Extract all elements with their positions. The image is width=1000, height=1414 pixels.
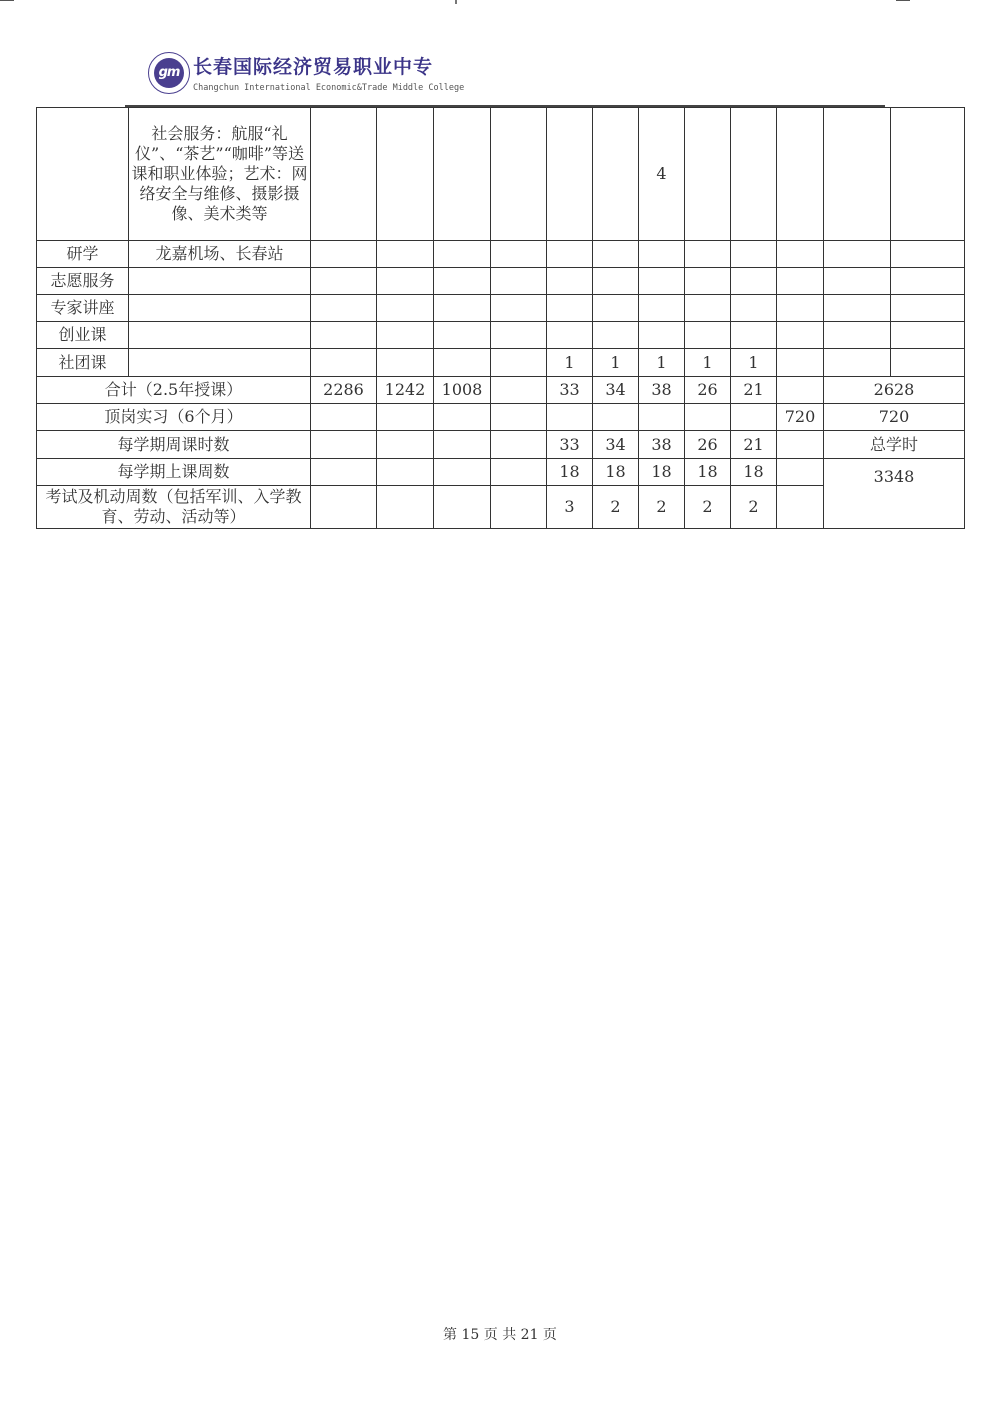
school-header: [145, 50, 545, 98]
table-row-startup: [37, 322, 965, 349]
table-cell: [777, 295, 824, 322]
club-semester-3: 1: [639, 349, 685, 377]
table-cell: [129, 295, 311, 322]
table-cell: [685, 241, 731, 268]
table-cell: [434, 404, 491, 431]
table-row-study: [37, 241, 965, 268]
weeks-semester-3: 18: [639, 459, 685, 486]
table-cell: [685, 322, 731, 349]
table-cell: [491, 349, 547, 377]
total-final: 2628: [824, 377, 965, 404]
table-cell: [547, 322, 593, 349]
table-cell: [777, 377, 824, 404]
exam-semester-3: 2: [639, 486, 685, 529]
school-name-cn: 长春国际经济贸易职业中专: [193, 56, 434, 78]
weeks-semester-2: 18: [593, 459, 639, 486]
table-cell: [593, 404, 639, 431]
table-cell: [491, 404, 547, 431]
table-cell: [547, 404, 593, 431]
table-cell: [777, 241, 824, 268]
table-cell: [593, 268, 639, 295]
table-cell: [377, 108, 434, 241]
table-row-social-service: [37, 108, 965, 241]
table-cell: [434, 349, 491, 377]
table-cell: [731, 108, 777, 241]
table-row-volunteer: [37, 268, 965, 295]
table-cell: [593, 108, 639, 241]
table-cell: [377, 404, 434, 431]
table-cell: [311, 295, 377, 322]
weeks-semester-1: 18: [547, 459, 593, 486]
theory-hours: 1242: [377, 377, 434, 404]
table-cell: [824, 349, 891, 377]
table-cell: [434, 241, 491, 268]
club-semester-1: 1: [547, 349, 593, 377]
table-cell: [491, 322, 547, 349]
table-cell: [37, 108, 129, 241]
table-cell: [731, 268, 777, 295]
weekly-hours-semester-2: 34: [593, 431, 639, 459]
table-cell: [377, 349, 434, 377]
table-cell: [593, 295, 639, 322]
table-cell: [639, 241, 685, 268]
table-cell: [547, 268, 593, 295]
total-hours-label: 总学时: [824, 431, 965, 459]
school-logo-mark: gm: [154, 58, 184, 88]
school-logo-icon: [148, 52, 190, 94]
table-cell: [593, 241, 639, 268]
table-cell: [434, 322, 491, 349]
table-cell: [891, 241, 965, 268]
internship-final: 720: [824, 404, 965, 431]
social-service-description: 社会服务：航服“礼仪”、“茶艺”“咖啡”等送课和职业体验；艺术：网络安全与维修、摄影摄像、美术类等: [129, 108, 311, 241]
weekly-hours-semester-1: 33: [547, 431, 593, 459]
exam-semester-4: 2: [685, 486, 731, 529]
table-cell: [377, 268, 434, 295]
club-semester-4: 1: [685, 349, 731, 377]
table-cell: [434, 459, 491, 486]
table-row-total: [37, 377, 965, 404]
table-cell: [777, 108, 824, 241]
table-cell: [891, 295, 965, 322]
weekly-hours-semester-4: 26: [685, 431, 731, 459]
table-cell: [377, 486, 434, 529]
table-cell: [824, 322, 891, 349]
social-service-semester-3: 4: [639, 108, 685, 241]
table-row-internship: [37, 404, 965, 431]
study-description: 龙嘉机场、长春站: [129, 241, 311, 268]
weekly-hours-semester-5: 21: [731, 431, 777, 459]
table-cell: [311, 404, 377, 431]
table-cell: [129, 322, 311, 349]
table-row-weekly-hours: [37, 431, 965, 459]
total-hours: 2286: [311, 377, 377, 404]
exam-semester-1: 3: [547, 486, 593, 529]
table-cell: [685, 108, 731, 241]
table-cell: [311, 459, 377, 486]
table-cell: [434, 108, 491, 241]
school-name-en: Changchun International Economic&Trade Middle College: [193, 83, 465, 93]
total-semester-4: 26: [685, 377, 731, 404]
table-cell: [777, 349, 824, 377]
table-cell: [891, 268, 965, 295]
practice-hours: 1008: [434, 377, 491, 404]
table-cell: [824, 295, 891, 322]
table-row-lecture: [37, 295, 965, 322]
table-cell: [824, 108, 891, 241]
page-corner-mark-center: [455, 0, 457, 4]
table-cell: [639, 322, 685, 349]
table-cell: [311, 349, 377, 377]
table-cell: [491, 431, 547, 459]
row-label-lecture: 专家讲座: [37, 295, 129, 322]
table-cell: [731, 322, 777, 349]
table-cell: [491, 268, 547, 295]
row-label-study: 研学: [37, 241, 129, 268]
table-cell: [685, 295, 731, 322]
table-cell: [311, 322, 377, 349]
internship-semester-6: 720: [777, 404, 824, 431]
table-cell: [777, 322, 824, 349]
table-cell: [547, 241, 593, 268]
row-label-teaching-weeks: 每学期上课周数: [37, 459, 311, 486]
table-cell: [891, 322, 965, 349]
table-cell: [311, 241, 377, 268]
row-label-exam-weeks: 考试及机动周数（包括军训、入学教育、劳动、活动等）: [37, 486, 311, 529]
table-cell: [311, 431, 377, 459]
table-cell: [377, 322, 434, 349]
table-cell: [685, 268, 731, 295]
table-cell: [434, 295, 491, 322]
table-cell: [639, 404, 685, 431]
table-cell: [731, 404, 777, 431]
table-cell: [377, 295, 434, 322]
table-cell: [824, 241, 891, 268]
table-cell: [434, 431, 491, 459]
page-corner-mark-left: [0, 0, 14, 1]
total-semester-5: 21: [731, 377, 777, 404]
club-semester-2: 1: [593, 349, 639, 377]
table-cell: [311, 486, 377, 529]
table-row-teaching-weeks: [37, 459, 965, 486]
table-cell: [377, 459, 434, 486]
total-semester-1: 33: [547, 377, 593, 404]
table-row-club: [37, 349, 965, 377]
table-cell: [547, 295, 593, 322]
table-cell: [685, 404, 731, 431]
row-label-club: 社团课: [37, 349, 129, 377]
table-cell: [129, 349, 311, 377]
weeks-semester-5: 18: [731, 459, 777, 486]
table-cell: [129, 268, 311, 295]
exam-semester-5: 2: [731, 486, 777, 529]
table-cell: [547, 108, 593, 241]
row-label-weekly-hours: 每学期周课时数: [37, 431, 311, 459]
table-cell: [593, 322, 639, 349]
table-cell: [377, 241, 434, 268]
table-cell: [311, 268, 377, 295]
table-cell: [491, 377, 547, 404]
table-cell: [777, 459, 824, 486]
total-semester-3: 38: [639, 377, 685, 404]
page-number: 第 15 页 共 21 页: [443, 1327, 557, 1343]
row-label-total: 合计（2.5年授课）: [37, 377, 311, 404]
table-cell: [639, 268, 685, 295]
row-label-internship: 顶岗实习（6个月）: [37, 404, 311, 431]
table-cell: [731, 241, 777, 268]
table-cell: [491, 108, 547, 241]
table-cell: [639, 295, 685, 322]
table-cell: [824, 268, 891, 295]
grand-total-hours: 3348: [824, 459, 965, 529]
table-cell: [491, 241, 547, 268]
table-cell: [777, 431, 824, 459]
total-semester-2: 34: [593, 377, 639, 404]
table-cell: [434, 486, 491, 529]
club-semester-5: 1: [731, 349, 777, 377]
weeks-semester-4: 18: [685, 459, 731, 486]
table-cell: [777, 486, 824, 529]
teaching-plan-table: [36, 107, 965, 529]
page-corner-mark-right: [896, 0, 910, 1]
table-cell: [731, 295, 777, 322]
table-cell: [777, 268, 824, 295]
exam-semester-2: 2: [593, 486, 639, 529]
table-cell: [491, 459, 547, 486]
table-cell: [491, 486, 547, 529]
row-label-startup: 创业课: [37, 322, 129, 349]
table-cell: [491, 295, 547, 322]
table-cell: [434, 268, 491, 295]
row-label-volunteer: 志愿服务: [37, 268, 129, 295]
table-cell: [311, 108, 377, 241]
table-cell: [377, 431, 434, 459]
table-cell: [891, 108, 965, 241]
weekly-hours-semester-3: 38: [639, 431, 685, 459]
table-cell: [891, 349, 965, 377]
